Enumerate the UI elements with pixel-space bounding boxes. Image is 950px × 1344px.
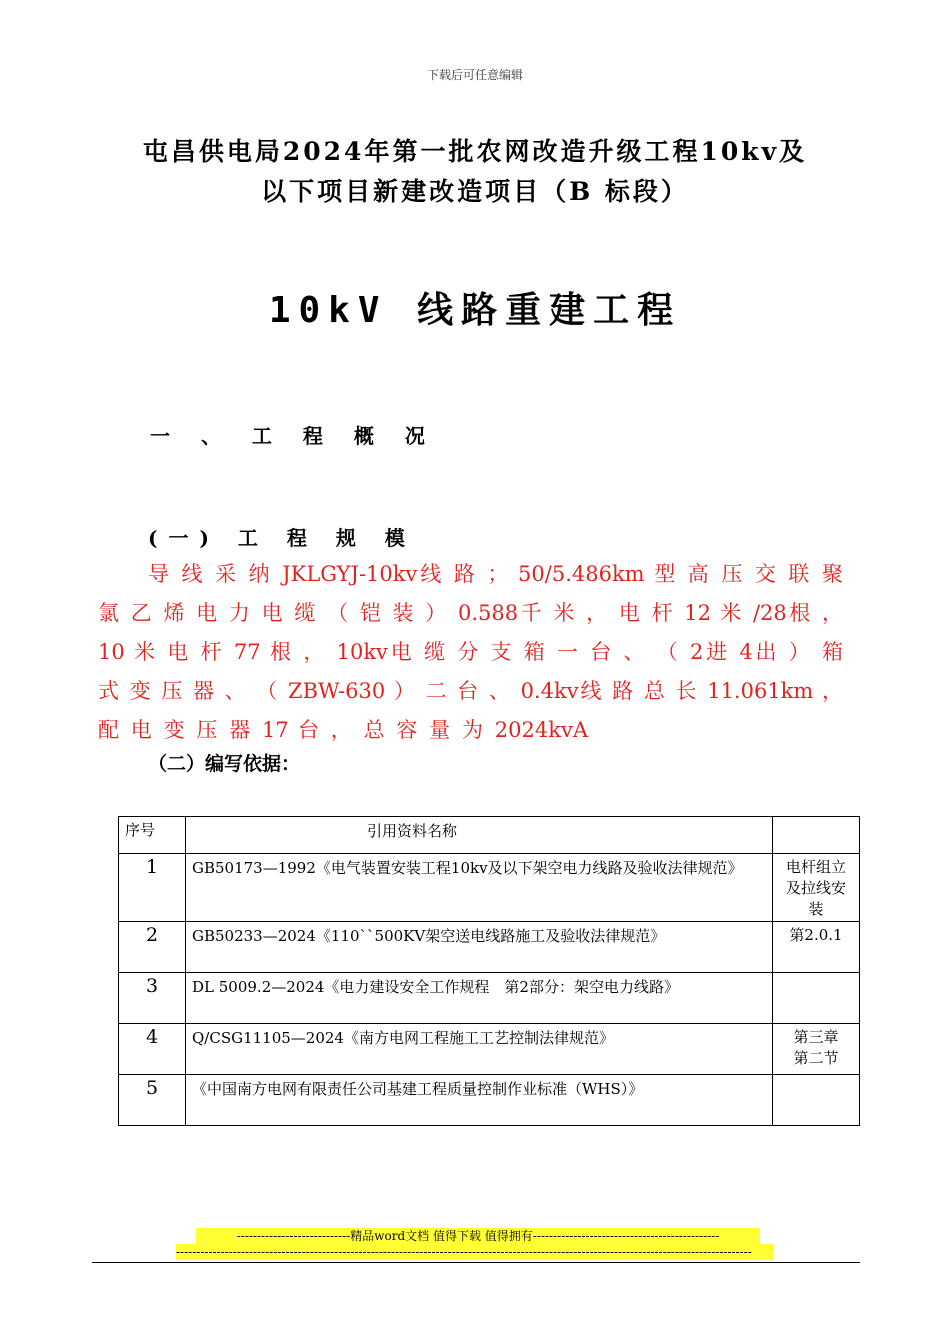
table-cell-name: Q/CSG11105—2024《南方电网工程施工工艺控制法律规范》: [186, 1024, 773, 1075]
table-row: [119, 1075, 860, 1126]
table-header-row: [119, 817, 860, 854]
header-note: 下载后可任意编辑: [426, 68, 523, 82]
table-row: [119, 922, 860, 973]
table-cell-note: 第2.0.1: [773, 922, 860, 973]
table-cell-note: [773, 973, 860, 1024]
document-title-line1: 屯昌供电局2024年第一批农网改造升级工程10kv及: [142, 137, 808, 166]
footer-banner-line2: ----------------------------------------------------------------------------------------------------------------------------------------------: [176, 1244, 774, 1260]
table-row: [119, 973, 860, 1024]
reference-table: [118, 816, 860, 1126]
scale-line: 氯 乙 烯 电 力 电 缆 （ 铠 装 ） 0.588千 米 ， 电 杆 12 米 /28根 ，: [98, 601, 843, 625]
table-header-cell: 序号: [119, 817, 186, 854]
subsection-heading-basis: （二）编写依据：: [148, 753, 301, 775]
table-row: [119, 854, 860, 922]
scale-line: 10 米 电 杆 77 根 ， 10kv电 缆 分 支 箱 一 台 、 （ 2进 4出 ） 箱: [98, 640, 843, 664]
table-header-cell: [773, 817, 860, 854]
section-heading-overview: 一 、 工 程 概 况: [150, 424, 437, 448]
table-cell-note: 电杆组立及拉线安装: [773, 854, 860, 922]
scale-line: 配 电 变 压 器 17 台 ， 总 容 量 为 2024kvA: [98, 718, 588, 742]
table-cell-no: 1: [119, 854, 186, 922]
table-cell-name: 《中国南方电网有限责任公司基建工程质量控制作业标准（WHS）》: [186, 1075, 773, 1126]
table-cell-note: 第三章 第二节: [773, 1024, 860, 1075]
table-header-cell: 引用资料名称: [186, 817, 773, 854]
table-cell-no: 3: [119, 973, 186, 1024]
table-cell-name: GB50233—2024《110``500KV架空送电线路施工及验收法律规范》: [186, 922, 773, 973]
subsection-heading-scale: (一) 工 程 规 模: [148, 526, 416, 550]
footer-divider: [92, 1262, 860, 1263]
scale-line: 导 线 采 纳 JKLGYJ-10kv线 路 ； 50/5.486km 型 高 压 交 联 聚: [148, 562, 843, 586]
document-title-line2: 以下项目新建改造项目（B 标段）: [261, 177, 689, 206]
table-cell-no: 2: [119, 922, 186, 973]
footer-banner-line1: ----------------------------精品word文档 值得下载 值得拥有----------------------------------------------: [196, 1228, 760, 1244]
table-cell-note: [773, 1075, 860, 1126]
table-cell-name: GB50173—1992《电气装置安装工程10kv及以下架空电力线路及验收法律规范》: [186, 854, 773, 922]
table-cell-no: 5: [119, 1075, 186, 1126]
table-cell-name: DL 5009.2—2024《电力建设安全工作规程 第2部分：架空电力线路》: [186, 973, 773, 1024]
table-row: [119, 1024, 860, 1075]
main-title: 10kV 线路重建工程: [268, 290, 682, 331]
table-cell-no: 4: [119, 1024, 186, 1075]
scale-line: 式 变 压 器 、 （ ZBW-630 ） 二 台 、 0.4kv线 路 总 长 11.061km ，: [98, 679, 843, 703]
